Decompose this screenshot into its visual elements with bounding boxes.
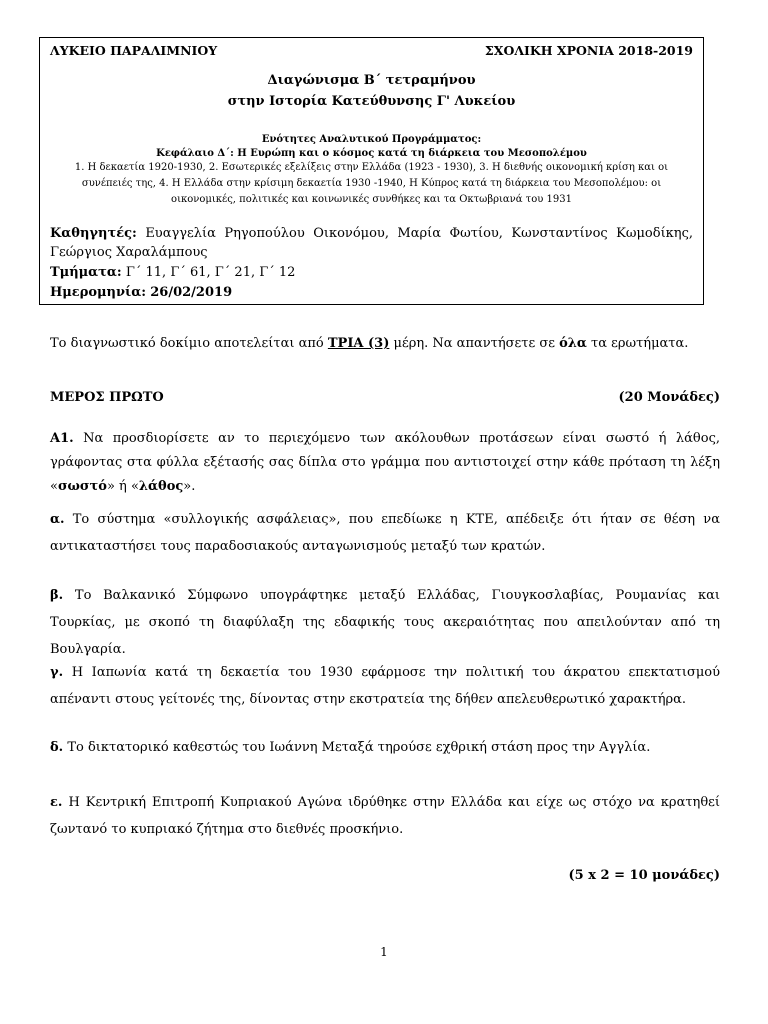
school-name: ΛΥΚΕΙΟ ΠΑΡΑΛΙΜΝΙΟΥ <box>50 43 218 58</box>
word-correct: σωστό <box>57 479 107 494</box>
exam-title-line2: στην Ιστορία Κατεύθυνσης Γ' Λυκείου <box>227 94 516 109</box>
units-heading: Ενότητες Αναλυτικού Προγράμματος: <box>261 134 482 145</box>
section-points: (20 Μονάδες) <box>618 390 720 405</box>
school-year: ΣΧΟΛΙΚΗ ΧΡΟΝΙΑ 2018-2019 <box>484 43 693 58</box>
word-wrong: λάθος <box>138 479 184 494</box>
statement-text: Το σύστημα «συλλογικής ασφάλειας», που επεδίωκε η ΚΤΕ, απέδειξε ότι ήταν σε θέση να αντικαταστήσει τους παραδοσιακούς ανταγωνισμούς μεταξύ των κρατών. <box>50 512 720 554</box>
question-text-end: ». <box>183 479 196 494</box>
intro-text-1: Το διαγνωστικό δοκίμιο αποτελείται από <box>50 336 328 351</box>
statement-text: Το δικτατορικό καθεστώς του Ιωάννη Μεταξά τηρούσε εχθρική στάση προς την Αγγλία. <box>63 740 651 755</box>
score-line: (5 x 2 = 10 μονάδες) <box>568 868 720 883</box>
intro-all-word: όλα <box>559 336 587 351</box>
topics-line-2: συνέπειές της, 4. Η Ελλάδα στην κρίσιμη δεκαετία 1930 -1940, Η Κύπρος κατά τη διάρκεια του Μεσοπολέμου: οι <box>81 178 662 189</box>
classes-line <box>50 263 693 282</box>
statement-letter: δ. <box>50 740 64 755</box>
teachers-names: Ευαγγελία Ρηγοπούλου Οικονόμου, Μαρία Φωτίου, Κωνσταντίνος Κωμοδίκης, Γεώργιος Χαραλάμπους <box>50 226 693 260</box>
exam-title-line1: Διαγώνισμα Β΄ τετραμήνου <box>267 73 476 88</box>
statement-e <box>50 789 720 843</box>
classes-label: Τμήματα: <box>50 265 122 280</box>
statement-a <box>50 506 720 560</box>
topics-line-3: οικονομικές, πολιτικές και κοινωνικές συνθήκες και τα Οκτωβριανά του 1931 <box>171 194 572 205</box>
intro-three-parts: ΤΡΙΑ (3) <box>327 336 390 351</box>
statement-letter: ε. <box>50 795 63 810</box>
statement-text: Η Κεντρική Επιτροπή Κυπριακού Αγώνα ιδρύθηκε στην Ελλάδα και είχε ως στόχο να κρατηθεί ζωντανό το κυπριακό ζήτημα στο διεθνές προσκήνιο. <box>50 795 720 837</box>
question-text-mid: » ή « <box>106 479 139 494</box>
statement-text: Το Βαλκανικό Σύμφωνο υπογράφτηκε μεταξύ Ελλάδας, Γιουγκοσλαβίας, Ρουμανίας και Τουρκίας, με σκοπό τη διαφύλαξη της εδαφικής τους ακεραιότητας που απειλούνταν από τη Βουλγαρία. <box>50 588 720 657</box>
page-number: 1 <box>380 945 388 959</box>
statement-b <box>50 582 720 663</box>
question-a1 <box>50 427 720 499</box>
question-label: Α1. <box>50 431 74 446</box>
statement-d <box>50 736 720 760</box>
statement-letter: β. <box>50 588 64 603</box>
intro-paragraph <box>50 332 720 356</box>
statement-letter: α. <box>50 512 65 527</box>
statement-letter: γ. <box>50 665 64 680</box>
date-label: Ημερομηνία: <box>50 285 147 300</box>
classes-value: Γ΄ 11, Γ΄ 61, Γ΄ 21, Γ΄ 12 <box>125 265 296 280</box>
date-value: 26/02/2019 <box>150 285 233 300</box>
teachers-label: Καθηγητές: <box>50 226 137 241</box>
intro-text-3: τα ερωτήματα. <box>586 336 689 351</box>
statement-c <box>50 659 720 713</box>
question-text: Να προσδιορίσετε αν το περιεχόμενο των ακόλουθων προτάσεων είναι σωστό ή λάθος, γράφοντας στα φύλλα εξέτασής σας δίπλα στο γράμμα που αντιστοιχεί στην κάθε πρόταση τη λέξη « <box>50 431 720 494</box>
statement-text: Η Ιαπωνία κατά τη δεκαετία του 1930 εφάρμοσε την πολιτική του άκρατου επεκτατισμού απέναντι στους γείτονές της, δίνοντας στην εκστρατεία της δήθεν απελευθερωτικό χαρακτήρα. <box>50 665 720 707</box>
section-title: ΜΕΡΟΣ ΠΡΩΤΟ <box>50 390 164 405</box>
intro-text-2: μέρη. Να απαντήσετε σε <box>389 336 560 351</box>
teachers-line <box>50 224 693 262</box>
topics-description <box>52 160 691 208</box>
exam-header-box <box>39 37 704 305</box>
chapter-title: Κεφάλαιο Δ΄: Η Ευρώπη και ο κόσμος κατά τη διάρκεια του Μεσοπολέμου <box>156 148 587 159</box>
date-line <box>50 283 693 302</box>
topics-line-1: 1. Η δεκαετία 1920-1930, 2. Εσωτερικές εξελίξεις στην Ελλάδα (1923 - 1930), 3. Η διεθνής οικονομική κρίση και οι <box>74 162 669 173</box>
